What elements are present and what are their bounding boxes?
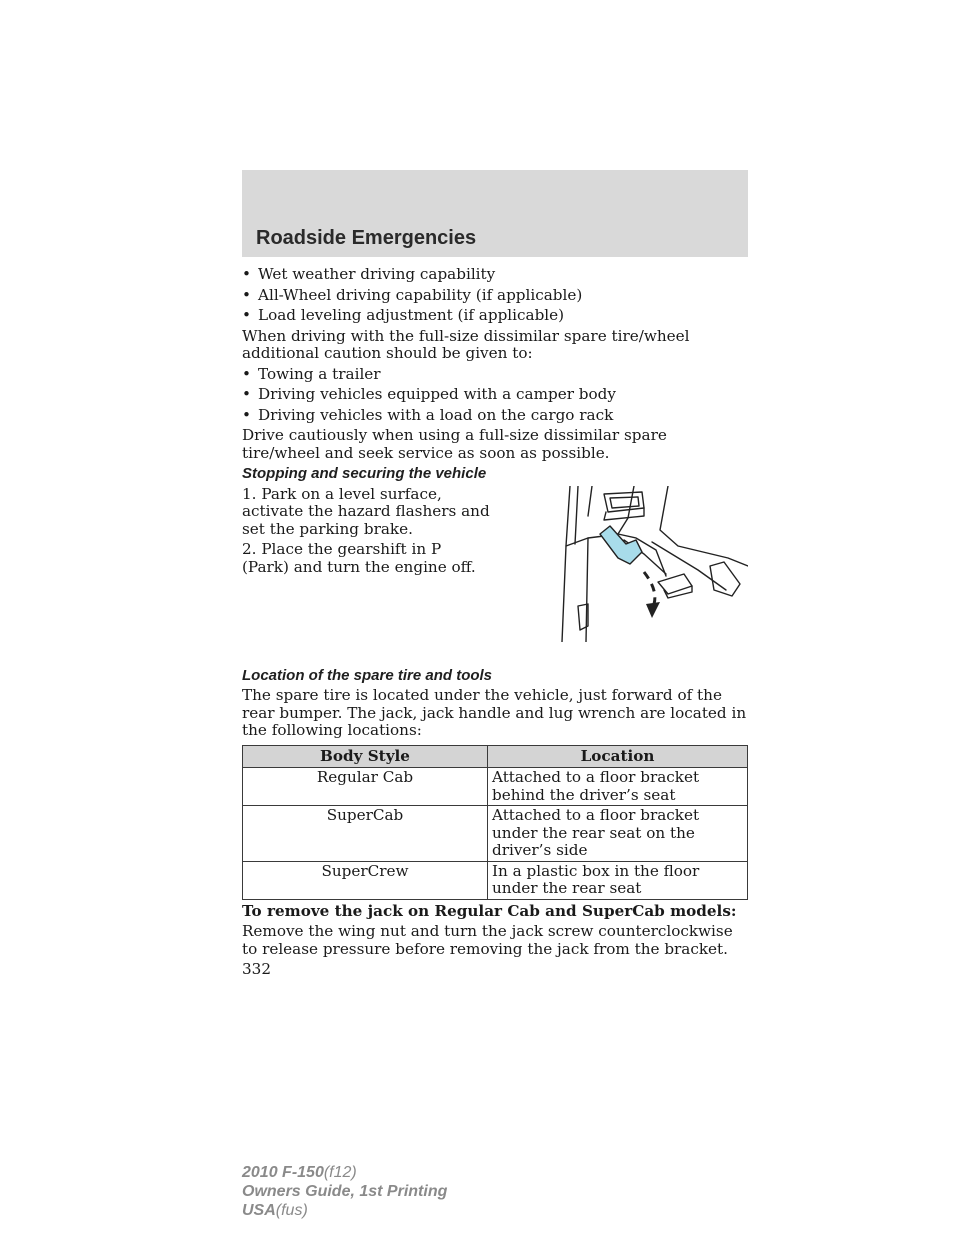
bullet-item (242, 407, 748, 425)
footer-model: 2010 F-150 (242, 1164, 324, 1181)
bullet-text: Driving vehicles with a load on the cargo rack (258, 405, 614, 424)
bullet-item (242, 386, 748, 404)
bullet-item (242, 366, 748, 384)
bullet-text: Driving vehicles equipped with a camper body (258, 385, 616, 403)
bullet-text: Load leveling adjustment (if applicable) (258, 306, 565, 324)
cell-body-style: SuperCab (243, 806, 488, 862)
cell-location: Attached to a floor bracket behind the driver’s seat (488, 768, 748, 806)
bullet-item (242, 266, 748, 284)
bullet-item (242, 307, 748, 325)
brake-pedal-illustration (548, 486, 748, 642)
footer-line-1 (242, 1163, 447, 1182)
bullet-text: Towing a trailer (258, 364, 381, 383)
cell-location: In a plastic box in the floor under the rear seat (488, 861, 748, 899)
table-row (243, 768, 748, 806)
bullet-text: All-Wheel driving capability (if applicable) (258, 285, 583, 304)
bullet-icon: • (242, 385, 251, 403)
footer-market: USA (242, 1202, 276, 1219)
page-content (242, 266, 748, 982)
bullet-item (242, 287, 748, 305)
footer-line-2: Owners Guide, 1st Printing (242, 1183, 448, 1200)
steps-with-illustration (242, 486, 748, 664)
bullet-text: Wet weather driving capability (258, 265, 496, 283)
column-header-body-style: Body Style (243, 745, 488, 768)
jack-removal-paragraph: Remove the wing nut and turn the jack screw counterclockwise to release pressure before removing the jack from the bracket. (242, 922, 733, 958)
section-header-band (242, 170, 748, 257)
column-header-location: Location (488, 745, 748, 768)
bullet-icon: • (242, 285, 251, 304)
bullet-icon: • (242, 405, 251, 424)
footer-model-code: (f12) (323, 1164, 357, 1181)
location-paragraph: The spare tire is located under the vehicle, just forward of the rear bumper. The jack, jack handle and lug wrench are located in the following locations: (242, 686, 747, 739)
table-row (243, 806, 748, 862)
steps-list (242, 486, 492, 577)
footer-market-code: (fus) (275, 1202, 308, 1219)
jack-location-table (242, 745, 748, 900)
cell-location: Attached to a floor bracket under the rear seat on the driver’s side (488, 806, 748, 862)
bullet-icon: • (242, 364, 251, 383)
step-2: 2. Place the gearshift in P (Park) and turn the engine off. (242, 540, 476, 576)
bullet-icon: • (242, 306, 251, 324)
print-footer (242, 1163, 447, 1220)
footer-line-3 (242, 1201, 447, 1220)
drive-paragraph: Drive cautiously when using a full-size dissimilar spare tire/wheel and seek service as soon as possible. (242, 426, 667, 462)
table-header-row (243, 745, 748, 768)
step-1: 1. Park on a level surface, activate the hazard flashers and set the parking brake. (242, 484, 490, 538)
jack-removal-heading: To remove the jack on Regular Cab and SuperCab models: (242, 901, 737, 920)
cell-body-style: SuperCrew (243, 861, 488, 899)
caution-paragraph: When driving with the full-size dissimilar spare tire/wheel additional caution should be given to: (242, 326, 690, 362)
page-number: 332 (242, 960, 271, 978)
section-heading-stopping: Stopping and securing the vehicle (242, 465, 487, 482)
section-title: Roadside Emergencies (256, 227, 477, 249)
section-heading-location: Location of the spare tire and tools (242, 666, 493, 684)
cell-body-style: Regular Cab (243, 768, 488, 806)
bullet-icon: • (242, 265, 251, 283)
table-row (243, 861, 748, 899)
